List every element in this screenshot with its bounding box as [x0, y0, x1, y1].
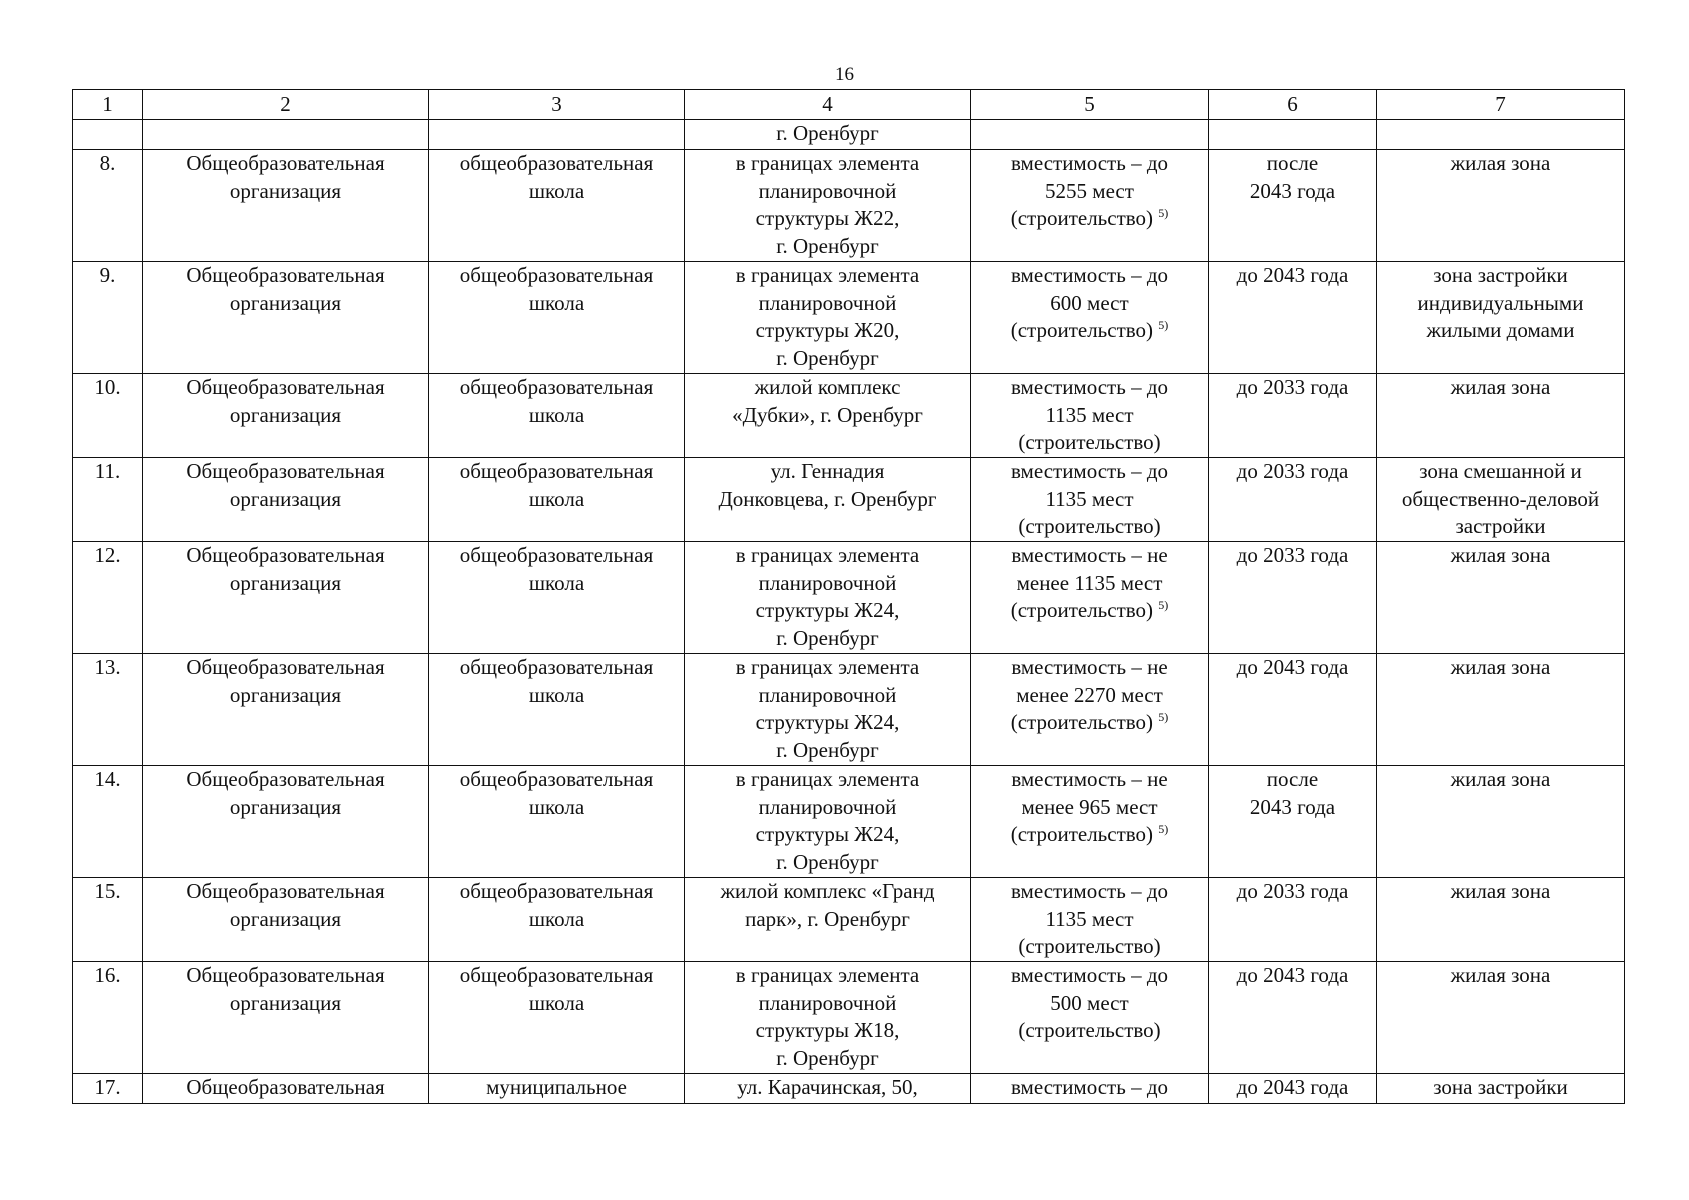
- capacity-cell-text: вместимость – не менее 965 мест (строительство): [1010, 767, 1168, 846]
- name-cell-text: Общеобразовательная организация: [186, 963, 385, 1015]
- capacity-cell: [971, 262, 1209, 374]
- type-cell-text: общеобразовательная школа: [459, 655, 654, 707]
- type-cell-text: общеобразовательная школа: [459, 767, 654, 819]
- capacity-cell: [971, 542, 1209, 654]
- location-cell-text: в границах элемента планировочной структуры Ж24, г. Оренбург: [735, 767, 920, 874]
- capacity-cell-text: вместимость – до 600 мест (строительство): [1010, 263, 1168, 342]
- capacity-cell: [971, 766, 1209, 878]
- row-number-cell: [73, 374, 143, 458]
- name-cell-text: Общеобразовательная организация: [186, 151, 385, 203]
- type-cell-text: общеобразовательная школа: [459, 879, 654, 931]
- zone-cell: [1377, 262, 1625, 374]
- row-number-cell: [73, 542, 143, 654]
- location-cell-text: в границах элемента планировочной структуры Ж20, г. Оренбург: [735, 263, 920, 370]
- capacity-cell-text: вместимость – до 1135 мест (строительство): [1011, 879, 1168, 958]
- type-cell: [429, 654, 685, 766]
- table-row: [73, 542, 1625, 654]
- term-cell-text: до 2033 года: [1236, 543, 1349, 567]
- zone-cell: [1377, 654, 1625, 766]
- name-cell: [143, 374, 429, 458]
- column-number: 3: [429, 90, 685, 120]
- capacity-cell: [971, 374, 1209, 458]
- term-cell-text: после 2043 года: [1249, 767, 1336, 819]
- location-cell: [685, 262, 971, 374]
- capacity-cell: вместимость – до: [971, 1074, 1209, 1104]
- column-number: 2: [143, 90, 429, 120]
- zone-cell: зона застройки: [1377, 1074, 1625, 1104]
- term-cell: [1209, 262, 1377, 374]
- column-number: 7: [1377, 90, 1625, 120]
- term-cell-text: до 2033 года: [1236, 459, 1349, 483]
- location-cell-text: жилой комплекс «Дубки», г. Оренбург: [732, 375, 923, 427]
- location-cell: ул. Карачинская, 50,: [685, 1074, 971, 1104]
- table-row: [73, 458, 1625, 542]
- name-cell: [143, 654, 429, 766]
- row-number-cell: [73, 458, 143, 542]
- continuation-row: [73, 120, 1625, 150]
- name-cell-text: Общеобразовательная организация: [186, 655, 385, 707]
- name-cell-text: Общеобразовательная организация: [186, 767, 385, 819]
- type-cell: муниципальное: [429, 1074, 685, 1104]
- term-cell: [1209, 374, 1377, 458]
- row-number-cell-text: 15.: [94, 879, 121, 903]
- term-cell: [1209, 766, 1377, 878]
- table-row: [73, 1074, 1625, 1104]
- row-number-cell-text: 13.: [94, 655, 121, 679]
- type-cell: [429, 374, 685, 458]
- term-cell: [1209, 458, 1377, 542]
- table-cell: [143, 120, 429, 150]
- term-cell: до 2043 года: [1209, 1074, 1377, 1104]
- table-row: [73, 374, 1625, 458]
- column-number-row: [73, 90, 1625, 120]
- term-cell-text: до 2033 года: [1236, 879, 1349, 903]
- row-number-cell: [73, 654, 143, 766]
- zone-cell-text: жилая зона: [1450, 879, 1551, 903]
- zone-cell: [1377, 458, 1625, 542]
- type-cell: [429, 878, 685, 962]
- row-number-cell-text: 10.: [94, 375, 121, 399]
- table-cell: [73, 120, 143, 150]
- zone-cell: [1377, 374, 1625, 458]
- facilities-table: [72, 89, 1625, 1104]
- term-cell: [1209, 878, 1377, 962]
- name-cell: [143, 458, 429, 542]
- name-cell-text: Общеобразовательная организация: [186, 543, 385, 595]
- table-row: [73, 262, 1625, 374]
- page-number: 16: [835, 64, 854, 85]
- capacity-cell: [971, 458, 1209, 542]
- row-number-cell-text: 12.: [94, 543, 121, 567]
- location-cell: [685, 766, 971, 878]
- footnote-ref: 5): [1158, 318, 1169, 332]
- zone-cell: [1377, 542, 1625, 654]
- location-cell: [685, 542, 971, 654]
- type-cell-text: общеобразовательная школа: [459, 375, 654, 427]
- footnote-ref: 5): [1158, 710, 1169, 724]
- capacity-cell-text: вместимость – до 1135 мест (строительство): [1011, 459, 1168, 538]
- zone-cell-text: жилая зона: [1450, 767, 1551, 791]
- location-cell: [685, 654, 971, 766]
- num-cell: 17.: [73, 1074, 143, 1104]
- table-cell: [971, 120, 1209, 150]
- capacity-cell: [971, 878, 1209, 962]
- capacity-cell: [971, 962, 1209, 1074]
- location-cell-text: в границах элемента планировочной структуры Ж18, г. Оренбург: [735, 963, 920, 1070]
- type-cell: [429, 262, 685, 374]
- capacity-cell-text: вместимость – до 1135 мест (строительство): [1011, 375, 1168, 454]
- term-cell-text: после 2043 года: [1249, 151, 1336, 203]
- name-cell-text: Общеобразовательная организация: [186, 375, 385, 427]
- table-row: [73, 654, 1625, 766]
- name-cell: [143, 150, 429, 262]
- term-cell-text: до 2033 года: [1236, 375, 1349, 399]
- footnote-ref: 5): [1158, 822, 1169, 836]
- table-cell: [1377, 120, 1625, 150]
- location-cell: [685, 962, 971, 1074]
- zone-cell-text: жилая зона: [1450, 655, 1551, 679]
- capacity-wrap: [975, 542, 1204, 625]
- location-cell: [685, 150, 971, 262]
- type-cell-text: общеобразовательная школа: [459, 459, 654, 511]
- table-row: [73, 878, 1625, 962]
- capacity-cell: [971, 150, 1209, 262]
- location-cell: [685, 374, 971, 458]
- row-number-cell: [73, 150, 143, 262]
- term-cell: [1209, 150, 1377, 262]
- row-number-cell: [73, 262, 143, 374]
- term-cell-text: до 2043 года: [1236, 263, 1349, 287]
- type-cell-text: общеобразовательная школа: [459, 263, 654, 315]
- table-cell: [429, 120, 685, 150]
- row-number-cell-text: 11.: [94, 459, 121, 483]
- table-row: [73, 766, 1625, 878]
- zone-cell-text: жилая зона: [1450, 543, 1551, 567]
- row-number-cell: [73, 962, 143, 1074]
- zone-cell-text: зона смешанной и общественно-деловой застройки: [1401, 459, 1600, 538]
- name-cell: Общеобразовательная: [143, 1074, 429, 1104]
- location-cell-text: жилой комплекс «Гранд парк», г. Оренбург: [720, 879, 935, 931]
- name-cell: [143, 766, 429, 878]
- column-number: 1: [73, 90, 143, 120]
- name-cell-text: Общеобразовательная организация: [186, 263, 385, 315]
- footnote-ref: 5): [1158, 598, 1169, 612]
- type-cell-text: общеобразовательная школа: [459, 543, 654, 595]
- name-cell: [143, 542, 429, 654]
- row-number-cell: [73, 878, 143, 962]
- row-number-cell: [73, 766, 143, 878]
- table-row: [73, 150, 1625, 262]
- zone-cell: [1377, 962, 1625, 1074]
- term-cell: [1209, 654, 1377, 766]
- table-cell: [1209, 120, 1377, 150]
- type-cell-text: общеобразовательная школа: [459, 963, 654, 1015]
- table-row: [73, 962, 1625, 1074]
- row-number-cell-text: 16.: [94, 963, 121, 987]
- capacity-cell: [971, 654, 1209, 766]
- row-number-cell-text: 14.: [94, 767, 121, 791]
- type-cell: [429, 458, 685, 542]
- capacity-wrap: [975, 262, 1204, 345]
- capacity-cell-text: вместимость – до 5255 мест (строительство): [1010, 151, 1168, 230]
- name-cell-text: Общеобразовательная организация: [186, 459, 385, 511]
- table-cell: г. Оренбург: [685, 120, 971, 150]
- type-cell: [429, 542, 685, 654]
- name-cell: [143, 262, 429, 374]
- capacity-cell-text: вместимость – не менее 1135 мест (строительство): [1010, 543, 1168, 622]
- row-number-cell-text: 8.: [99, 151, 116, 175]
- type-cell-text: общеобразовательная школа: [459, 151, 654, 203]
- capacity-wrap: [975, 150, 1204, 233]
- capacity-wrap: [975, 766, 1204, 849]
- location-cell-text: в границах элемента планировочной структуры Ж22, г. Оренбург: [735, 151, 920, 258]
- name-cell: [143, 962, 429, 1074]
- location-cell: [685, 458, 971, 542]
- zone-cell-text: жилая зона: [1450, 375, 1551, 399]
- location-cell-text: в границах элемента планировочной структуры Ж24, г. Оренбург: [735, 655, 920, 762]
- term-cell-text: до 2043 года: [1236, 655, 1349, 679]
- term-cell-text: до 2043 года: [1236, 963, 1349, 987]
- name-cell-text: Общеобразовательная организация: [186, 879, 385, 931]
- type-cell: [429, 766, 685, 878]
- capacity-cell-text: вместимость – не менее 2270 мест (строительство): [1010, 655, 1168, 734]
- zone-cell-text: жилая зона: [1450, 963, 1551, 987]
- term-cell: [1209, 542, 1377, 654]
- column-number: 6: [1209, 90, 1377, 120]
- name-cell: [143, 878, 429, 962]
- type-cell: [429, 962, 685, 1074]
- term-cell: [1209, 962, 1377, 1074]
- zone-cell: [1377, 878, 1625, 962]
- location-cell-text: в границах элемента планировочной структуры Ж24, г. Оренбург: [735, 543, 920, 650]
- type-cell: [429, 150, 685, 262]
- zone-cell: [1377, 766, 1625, 878]
- column-number: 4: [685, 90, 971, 120]
- capacity-cell-text: вместимость – до 500 мест (строительство): [1011, 963, 1168, 1042]
- zone-cell-text: жилая зона: [1450, 151, 1551, 175]
- zone-cell-text: зона застройки индивидуальными жилыми домами: [1417, 263, 1584, 342]
- location-cell-text: ул. Геннадия Донковцева, г. Оренбург: [718, 459, 937, 511]
- capacity-wrap: [975, 654, 1204, 737]
- row-number-cell-text: 9.: [99, 263, 116, 287]
- footnote-ref: 5): [1158, 206, 1169, 220]
- column-number: 5: [971, 90, 1209, 120]
- location-cell: [685, 878, 971, 962]
- zone-cell: [1377, 150, 1625, 262]
